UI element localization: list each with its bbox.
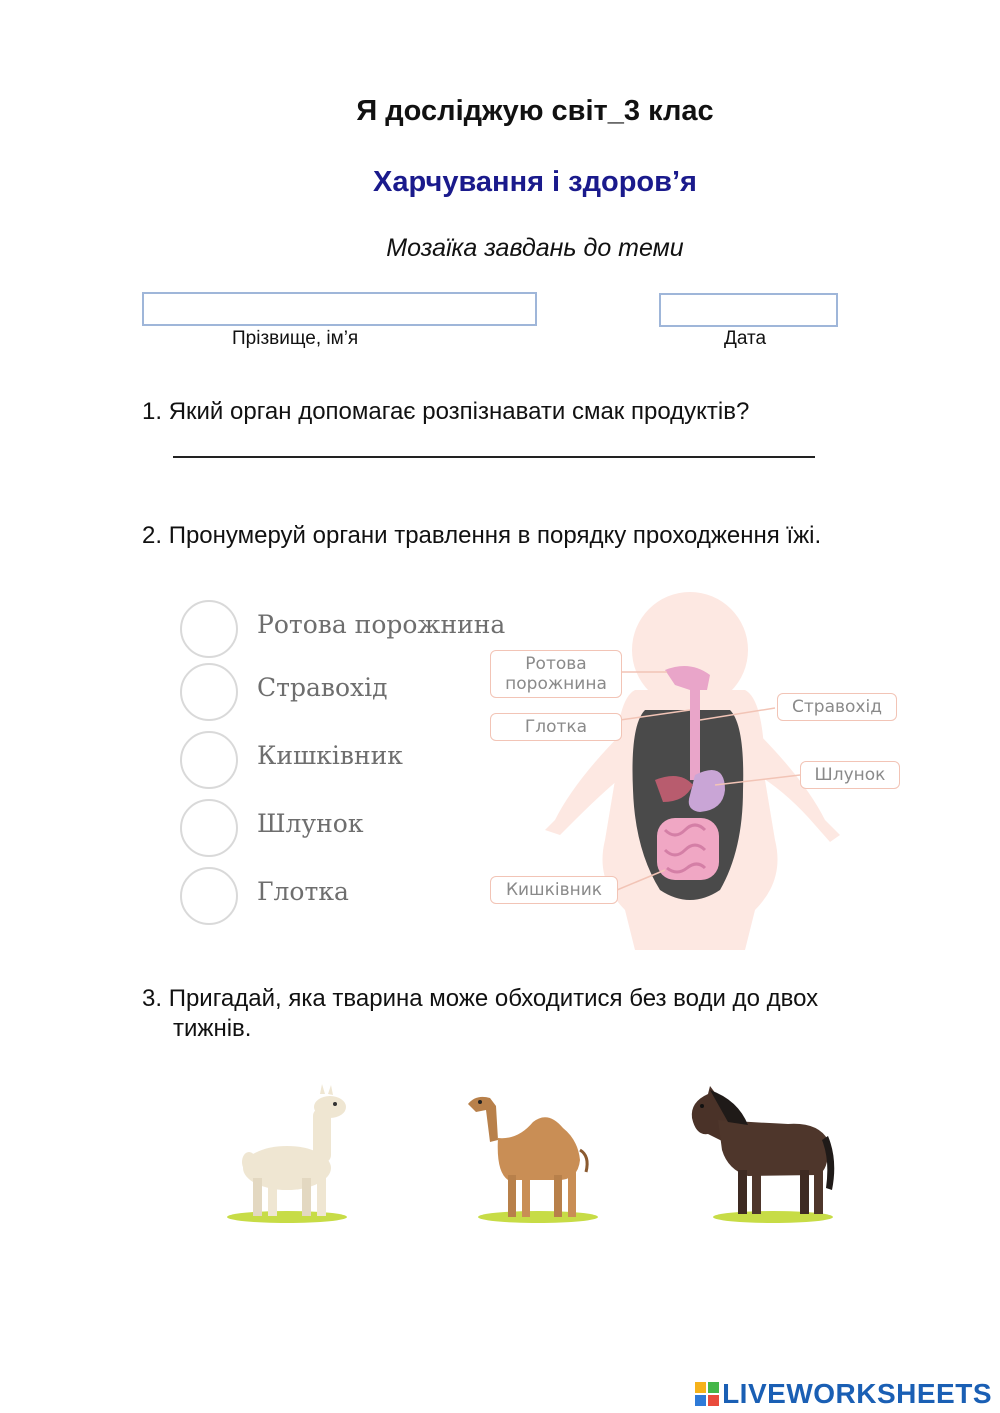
liveworksheets-logo[interactable] xyxy=(695,1378,992,1410)
question-number: 2. xyxy=(142,522,163,549)
worksheet-caption: Мозаїка завдань до теми xyxy=(386,234,684,262)
horse-image[interactable] xyxy=(688,1080,838,1230)
camel-icon xyxy=(468,1080,608,1230)
llama-image[interactable] xyxy=(225,1080,355,1230)
order-number-input[interactable] xyxy=(180,600,238,658)
digestive-system-diagram xyxy=(485,580,905,950)
date-input[interactable] xyxy=(659,293,838,327)
llama-icon xyxy=(225,1080,355,1230)
question-2 xyxy=(142,521,821,551)
answer-line[interactable] xyxy=(173,456,815,458)
order-item-esophagus xyxy=(180,663,510,721)
question-3 xyxy=(142,984,942,1044)
order-item-stomach xyxy=(180,799,510,857)
question-text: Пригадай, яка тварина може обходитися без води до двох xyxy=(168,985,819,1012)
question-text: Який орган допомагає розпізнавати смак продуктів? xyxy=(168,398,750,425)
liveworksheets-badge-icon xyxy=(695,1382,719,1406)
horse-icon xyxy=(688,1080,838,1230)
callout-mouth xyxy=(490,650,622,698)
order-label: Шлунок xyxy=(257,809,364,838)
callout-mouth-line1: Ротова xyxy=(525,654,587,674)
name-label: Прізвище, ім’я xyxy=(232,328,359,349)
worksheet-subtitle: Харчування і здоров’я xyxy=(373,166,697,198)
order-item-mouth xyxy=(180,600,510,658)
camel-image[interactable] xyxy=(468,1080,608,1230)
question-number: 3. xyxy=(142,985,163,1012)
question-1 xyxy=(142,397,749,427)
callout-stomach: Шлунок xyxy=(800,761,900,789)
callout-intestine: Кишківник xyxy=(490,876,618,904)
callout-pharynx: Глотка xyxy=(490,713,622,741)
order-number-input[interactable] xyxy=(180,867,238,925)
order-item-intestine xyxy=(180,731,510,789)
callout-esophagus: Стравохід xyxy=(777,693,897,721)
date-label: Дата xyxy=(724,328,767,349)
order-number-input[interactable] xyxy=(180,799,238,857)
order-label: Ротова порожнина xyxy=(257,610,506,639)
order-label: Кишківник xyxy=(257,741,403,770)
order-number-input[interactable] xyxy=(180,663,238,721)
order-item-pharynx xyxy=(180,867,510,925)
question-text-cont: тижнів. xyxy=(173,1015,252,1042)
order-number-input[interactable] xyxy=(180,731,238,789)
question-text: Пронумеруй органи травлення в порядку проходження їжі. xyxy=(168,522,822,549)
question-number: 1. xyxy=(142,398,163,425)
name-input[interactable] xyxy=(142,292,537,326)
callout-mouth-line2: порожнина xyxy=(505,674,607,694)
worksheet-title: Я досліджую світ_3 клас xyxy=(356,95,714,127)
brand-text: LIVEWORKSHEETS xyxy=(722,1378,992,1409)
order-label: Глотка xyxy=(257,877,349,906)
order-label: Стравохід xyxy=(257,673,388,702)
